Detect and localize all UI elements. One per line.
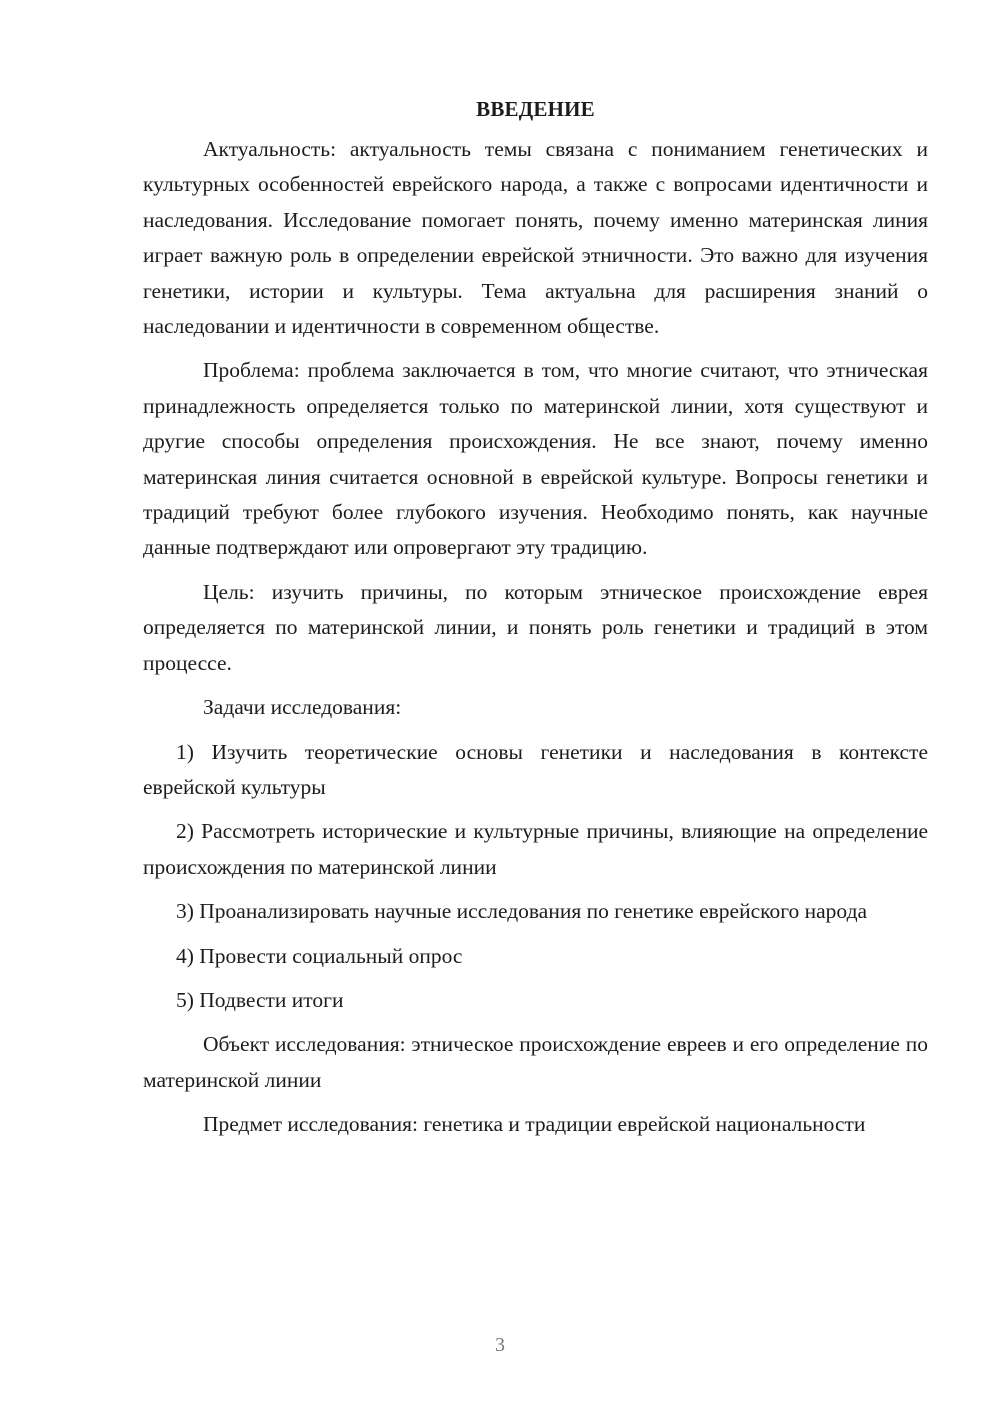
page-number: 3 — [495, 1334, 505, 1356]
task-item-2: 2) Рассмотреть исторические и культурные причины, влияющие на определение происхождения по материнской линии — [143, 819, 928, 879]
tasks-heading: Задачи исследования: — [203, 695, 402, 720]
paragraph-goal: Цель: изучить причины, по которым этническое происхождение еврея определяется по материнской линии, и понять роль генетики и традиций в этом процессе. — [143, 579, 928, 675]
paragraph-relevance: Актуальность: актуальность темы связана с пониманием генетических и культурных особенностей еврейского народа, а также с вопросами идентичности и наследования. Исследование помогает понять, почему именно материнская линия играет важную роль в определении еврейской этничности. Это важно для изучения генетики, истории и культуры. Тема актуальна для расширения знаний о наследовании и идентичности в современном обществе. — [143, 137, 928, 339]
task-item-1: 1) Изучить теоретические основы генетики и наследования в контексте еврейской культуры — [143, 739, 928, 799]
task-item-3: 3) Проанализировать научные исследования по генетике еврейского народа — [176, 899, 868, 924]
paragraph-subject: Предмет исследования: генетика и традиции еврейской национальности — [203, 1112, 866, 1137]
task-item-5: 5) Подвести итоги — [176, 987, 344, 1012]
task-item-4: 4) Провести социальный опрос — [176, 943, 463, 968]
paragraph-problem: Проблема: проблема заключается в том, что многие считают, что этническая принадлежность определяется только по материнской линии, хотя существуют и другие способы определения происхождения. Не все знают, почему именно материнская линия считается основной в еврейской культуре. Вопросы генетики и традиций требуют более глубокого изучения. Необходимо понять, как научные данные подтверждают или опровергают эту традицию. — [143, 358, 928, 560]
paragraph-object: Объект исследования: этническое происхождение евреев и его определение по материнской линии — [143, 1032, 928, 1092]
page-content — [143, 94, 928, 1143]
section-title: ВВЕДЕНИЕ — [476, 97, 595, 121]
